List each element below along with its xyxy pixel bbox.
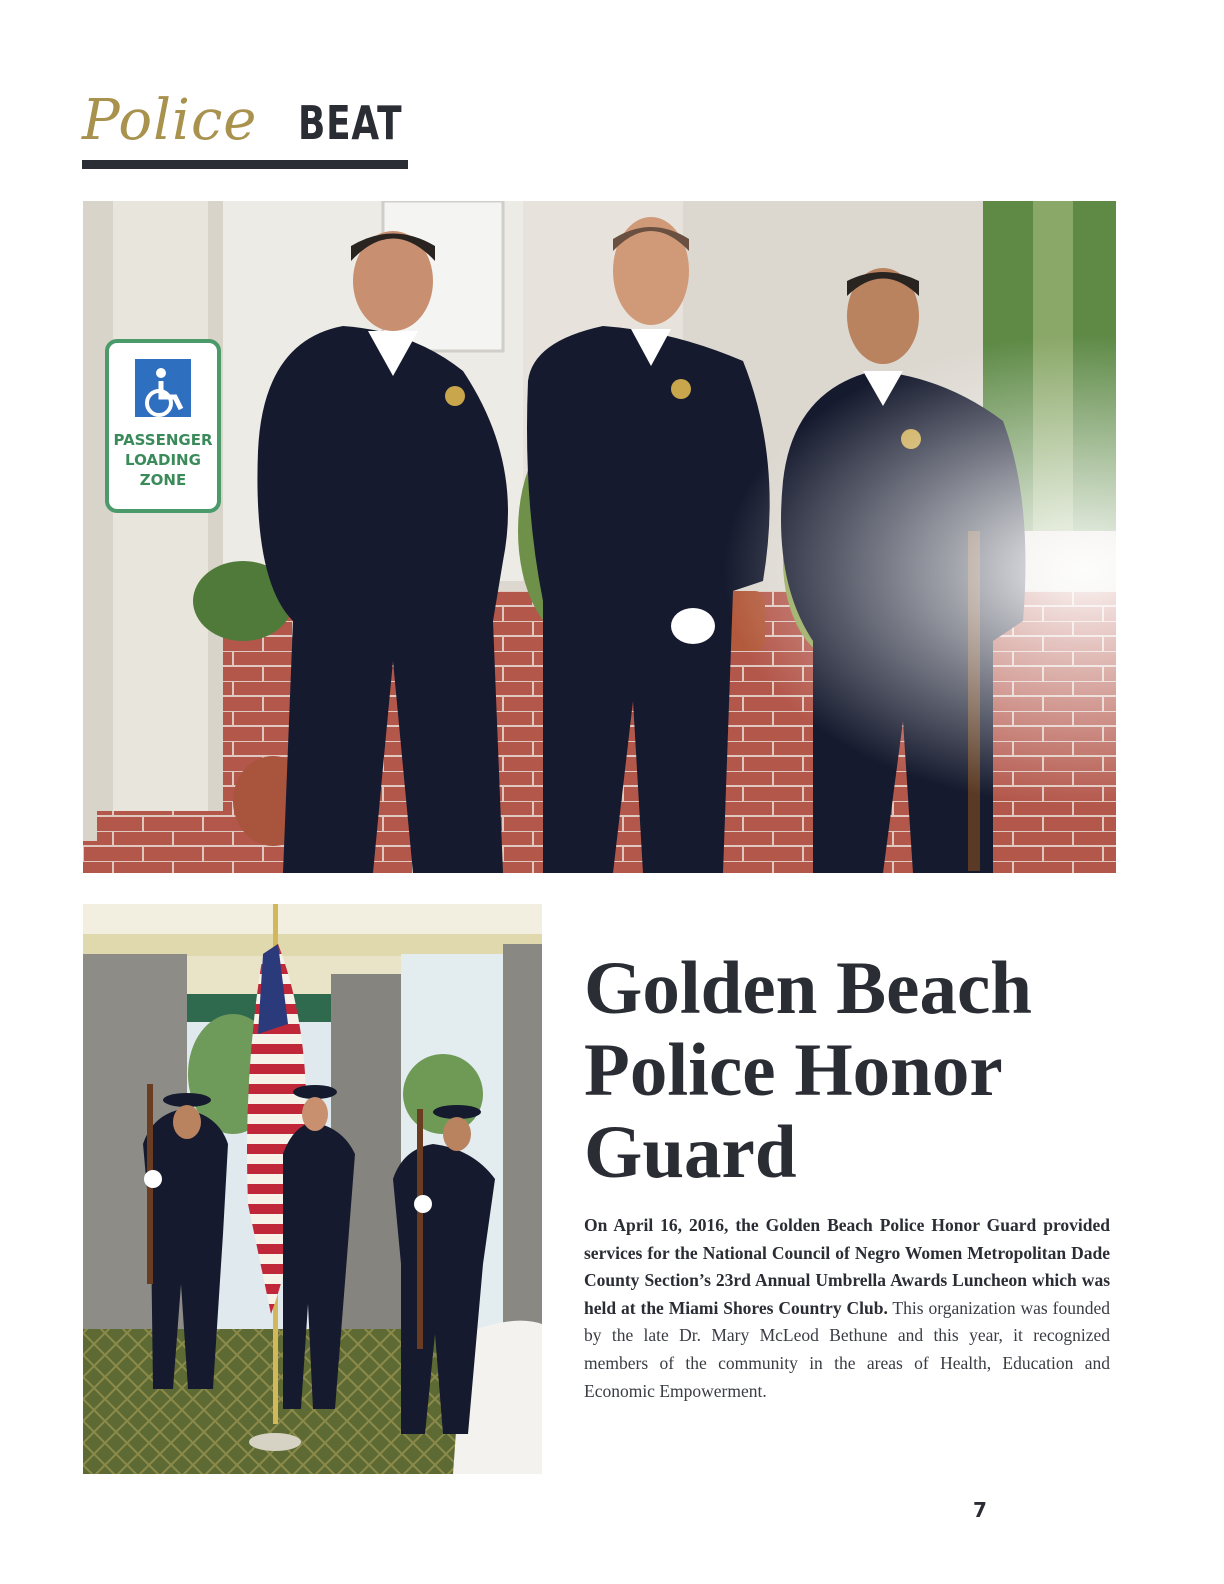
headline-line-1: Golden Beach — [584, 947, 1032, 1030]
honor-guard-flag-photo — [83, 904, 542, 1474]
masthead-script-word: Police — [82, 88, 258, 153]
article-headline — [584, 948, 1144, 1194]
page-number: 7 — [973, 1498, 987, 1522]
article-body-text: This organization was founded by the late Dr. Mary McLeod Bethune and this year, it recognized members of the community in the areas of Health, Education and Economic Empowerment. — [584, 1297, 1110, 1401]
masthead-bold-word: BEAT — [298, 96, 403, 150]
honor-guard-group-photo — [83, 201, 1116, 873]
masthead-underline — [82, 160, 408, 169]
section-masthead — [82, 88, 408, 170]
headline-line-3: Guard — [584, 1111, 797, 1194]
article-lead-text: On April 16, 2016, the Golden Beach Police Honor Guard provided services for the National Council of Negro Women Metropolitan Dade County Section’s 23rd Annual Umbrella Awards Luncheon which was held at the Miami Shores Country Club. — [584, 1215, 1110, 1318]
headline-line-2: Police Honor — [584, 1029, 1003, 1112]
article-body — [584, 1212, 1110, 1405]
